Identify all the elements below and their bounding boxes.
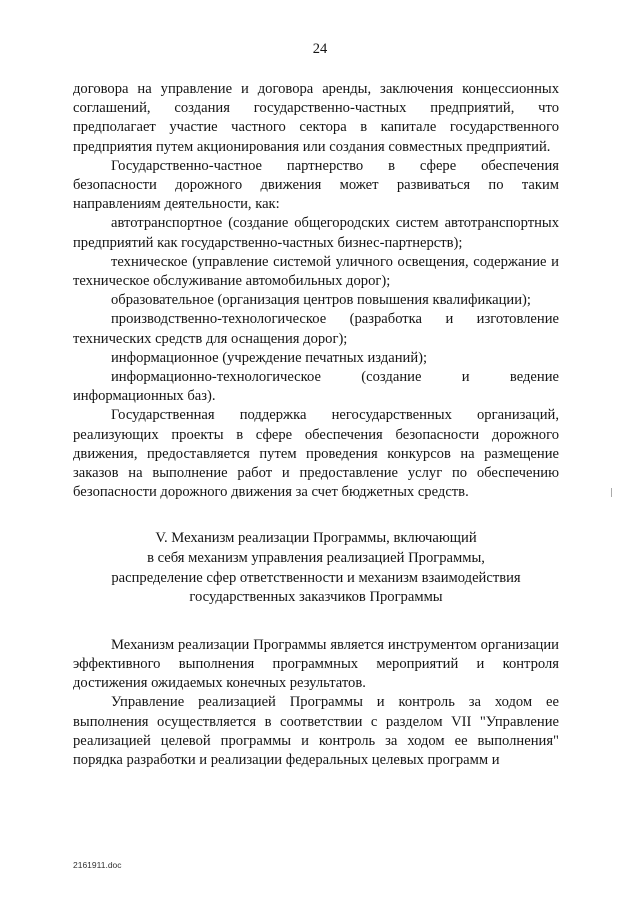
paragraph: Механизм реализации Программы является инструментом организации эффективного выполнения программных мероприятий и контроля достижения ожидаемых конечных результатов. (73, 636, 559, 692)
footer-doc-code: 2161911.doc (73, 860, 122, 870)
list-item: техническое (управление системой уличного освещения, содержание и техническое обслуживание автомобильных дорог); (73, 253, 559, 290)
section-heading-line: V. Механизм реализации Программы, включающий (155, 530, 477, 547)
section-heading-line: в себя механизм управления реализацией Программы, (147, 550, 485, 567)
paragraph: Управление реализацией Программы и контроль за ходом ее выполнения осуществляется в соответствии с разделом VII "Управление реализацией целевой программы и контроль за ходом ее выполнения" порядка разработки и реализации федеральных целевых программ и (73, 694, 559, 769)
paragraph: Государственная поддержка негосударственных организаций, реализующих проекты в сфере обеспечения безопасности дорожного движения, предоставляется путем проведения конкурсов на размещение заказов на выполнение работ и предоставление услуг по обеспечению безопасности дорожного движения за счет бюджетных средств. (73, 407, 559, 501)
list-item: образовательное (организация центров повышения квалификации); (111, 292, 531, 309)
section-heading (73, 529, 559, 607)
list-item: информационное (учреждение печатных изданий); (111, 349, 428, 366)
body-text (73, 80, 559, 770)
section-heading-line: государственных заказчиков Программы (189, 589, 443, 606)
list-item: автотранспортное (создание общегородских систем автотранспортных предприятий как государственно-частных бизнес-партнерств); (73, 215, 559, 251)
paragraph: договора на управление и договора аренды, заключения концессионных соглашений, создания государственно-частных предприятий, что предполагает участие частного сектора в капитале государственного предприятия путем акционирования или создания совместных предприятий. (73, 81, 559, 155)
list-item: производственно-технологическое (разработка и изготовление технических средств для оснащения дорог); (73, 311, 559, 347)
scan-mark (611, 488, 612, 497)
section-heading-line: распределение сфер ответственности и механизм взаимодействия (111, 569, 521, 586)
list-item: информационно-технологическое (создание и ведение информационных баз). (73, 369, 559, 405)
page-number: 24 (312, 41, 328, 57)
paragraph: Государственно-частное партнерство в сфере обеспечения безопасности дорожного движения может развиваться по таким направлениям деятельности, как: (73, 157, 559, 213)
